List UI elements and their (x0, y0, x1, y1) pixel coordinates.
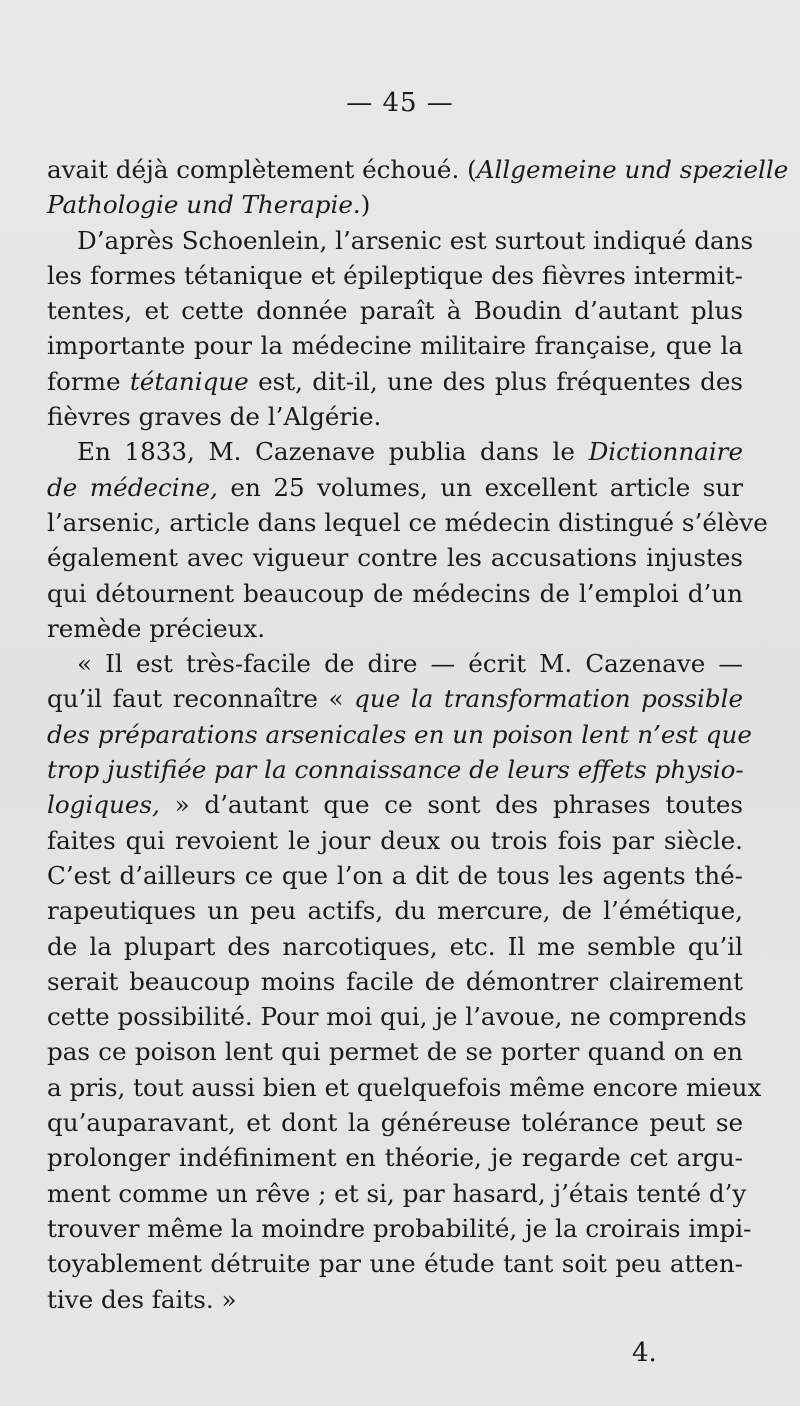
italic-run: tétanique (129, 366, 249, 396)
text-run: est, dit-il, une des plus fréquentes des (248, 366, 744, 396)
text-run: D’après Schoenlein, l’arsenic est surtout indiqué dans (77, 225, 754, 255)
text-line (47, 399, 743, 434)
text-line (47, 646, 743, 681)
text-line (47, 434, 743, 469)
text-run: faites qui revoient le jour deux ou trois fois par siècle. (47, 825, 743, 855)
italic-run: trop justifiée par la connaissance de leurs effets physio- (47, 755, 744, 785)
page-number: — 45 — (346, 88, 454, 118)
text-run: C’est d’ailleurs ce que l’on a dit de tous les agents thé- (47, 860, 743, 890)
text-line (47, 152, 789, 187)
text-line (47, 187, 743, 222)
text-line (47, 364, 743, 399)
text-line (47, 1176, 747, 1211)
text-line (47, 223, 754, 258)
text-run: qui détournent beaucoup de médecins de l’emploi d’un (47, 578, 743, 608)
text-line (47, 1070, 762, 1105)
text-run: tentes, et cette donnée paraît à Boudin d’autant plus (47, 296, 743, 326)
text-line (47, 1140, 743, 1175)
text-line (47, 717, 752, 752)
text-line (47, 540, 743, 575)
text-run: avait déjà complètement échoué. ( (47, 155, 477, 184)
text-run: qu’auparavant, et dont la généreuse tolérance peut se (47, 1108, 743, 1138)
text-line (47, 293, 743, 328)
text-run: qu’il faut reconnaître « (47, 684, 355, 714)
text-line (47, 858, 743, 893)
italic-run: Dictionnaire (588, 437, 743, 467)
italic-run: que la transformation possible (354, 684, 744, 714)
text-line (47, 929, 743, 964)
text-line (47, 505, 768, 540)
text-line (47, 470, 743, 505)
body-text (47, 152, 789, 1317)
text-run: » d’autant que ce sont des phrases toutes (159, 790, 743, 820)
text-run: pas ce poison lent qui permet de se porter quand on en (47, 1037, 743, 1067)
text-run: les formes tétanique et épileptique des fièvres intermit- (47, 260, 743, 290)
text-line (47, 1246, 743, 1281)
text-line (47, 1282, 743, 1317)
text-run: cette possibilité. Pour moi qui, je l’avoue, ne comprends (47, 1002, 747, 1032)
text-line (47, 681, 743, 716)
text-run: a pris, tout aussi bien et quelquefois même encore mieux (47, 1072, 762, 1102)
text-line (47, 1211, 752, 1246)
text-run: également avec vigueur contre les accusations injustes (47, 543, 743, 573)
text-run: toyablement détruite par une étude tant soit peu atten- (47, 1249, 743, 1279)
italic-run: logiques, (47, 790, 160, 820)
text-line (47, 893, 743, 928)
text-run: « Il est très-facile de dire — écrit M. Cazenave — (77, 649, 743, 679)
text-line (47, 611, 743, 646)
text-run: En 1833, M. Cazenave publia dans le (77, 437, 589, 467)
text-run: remède précieux. (47, 613, 266, 643)
text-run: rapeutiques un peu actifs, du mercure, de l’émétique, (47, 896, 743, 926)
text-line (47, 752, 743, 787)
text-line (47, 999, 747, 1034)
text-run: importante pour la médecine militaire française, que la (47, 331, 743, 361)
text-line (47, 787, 743, 822)
text-line (47, 258, 743, 293)
text-line (47, 328, 743, 363)
text-line (47, 1034, 743, 1069)
text-run: forme (47, 366, 130, 396)
text-run: tive des faits. » (47, 1284, 237, 1314)
signature-mark: 4. (632, 1338, 657, 1368)
italic-run: de médecine, (47, 472, 218, 502)
text-run: en 25 volumes, un excellent article sur (217, 472, 744, 502)
text-run: prolonger indéfiniment en théorie, je regarde cet argu- (47, 1143, 743, 1173)
text-run: serait beaucoup moins facile de démontrer clairement (47, 966, 743, 996)
italic-run: des préparations arsenicales en un poison lent n’est que (47, 719, 752, 749)
text-run: ) (360, 190, 371, 220)
text-line (47, 576, 743, 611)
italic-run: Pathologie und Therapie. (47, 190, 361, 220)
italic-run: Allgemeine und spezielle (476, 155, 789, 184)
text-line (47, 964, 743, 999)
text-run: ment comme un rêve ; et si, par hasard, j’étais tenté d’y (47, 1178, 747, 1208)
text-run: trouver même la moindre probabilité, je la croirais impi- (47, 1213, 752, 1243)
text-line (47, 1105, 743, 1140)
text-run: fièvres graves de l’Algérie. (47, 402, 382, 432)
text-line (47, 823, 743, 858)
text-run: de la plupart des narcotiques, etc. Il me semble qu’il (47, 931, 743, 961)
text-run: l’arsenic, article dans lequel ce médecin distingué s’élève (47, 507, 768, 537)
